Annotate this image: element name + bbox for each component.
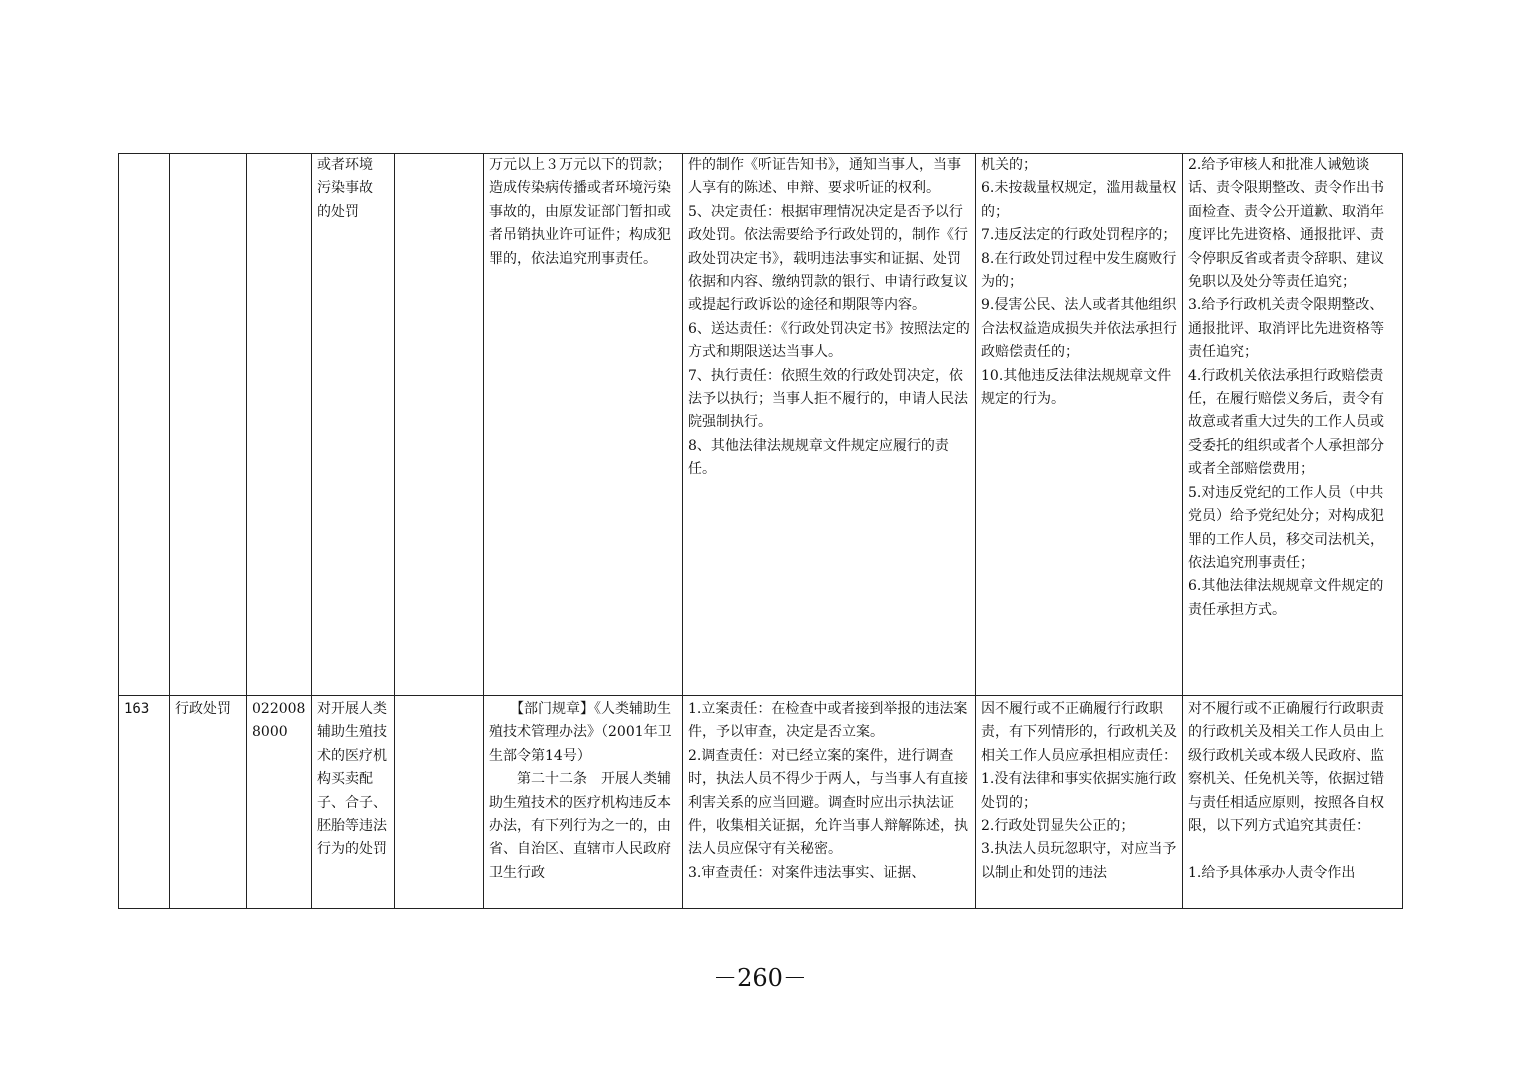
accountability-cell: 机关的； 6.未按裁量权规定，滥用裁量权的； 7.违反法定的行政处罚程序的； 8.在行政处罚过程中发生腐败行为的； 9.侵害公民、法人或者其他组织合法权益造成损失并依法承担行政赔偿责任的； 10.其他违反法律法规规章文件规定的行为。	[976, 154, 1183, 696]
row-number-cell	[119, 154, 170, 696]
table-row	[119, 154, 1403, 696]
accountability-method-cell: 2.给予审核人和批准人诫勉谈话、责令限期整改、责令作出书面检查、责令公开道歉、取消年度评比先进资格、通报批评、责令停职反省或者责令辞职、建议免职以及处分等责任追究； 3.给予行政机关责令限期整改、通报批评、取消评比先进资格等责任追究； 4.行政机关依法承担行政赔偿责任，在履行赔偿义务后，责令有故意或者重大过失的工作人员或受委托的组织或者个人承担部分或者全部赔偿费用； 5.对违反党纪的工作人员（中共党员）给予党纪处分；对构成犯罪的工作人员，移交司法机关，依法追究刑事责任； 6.其他法律法规规章文件规定的责任承担方式。	[1183, 154, 1403, 696]
empty-cell	[395, 696, 484, 909]
responsibility-cell: 1.立案责任：在检查中或者接到举报的违法案件，予以审查，决定是否立案。 2.调查责任：对已经立案的案件，进行调查时，执法人员不得少于两人，与当事人有直接利害关系的应当回避。调查时应出示执法证件，收集相关证据，允许当事人辩解陈述，执法人员应保守有关秘密。 3.审查责任：对案件违法事实、证据、	[683, 696, 976, 909]
category-cell: 行政处罚	[170, 696, 247, 909]
empty-cell	[395, 154, 484, 696]
legal-basis-cell: 万元以上３万元以下的罚款；造成传染病传播或者环境污染事故的，由原发证部门暂扣或者吊销执业许可证件；构成犯罪的，依法追究刑事责任。	[484, 154, 683, 696]
responsibility-cell: 件的制作《听证告知书》，通知当事人，当事人享有的陈述、申辩、要求听证的权利。 5、决定责任：根据审理情况决定是否予以行政处罚。依法需要给予行政处罚的，制作《行政处罚决定书》，载明违法事实和证据、处罚依据和内容、缴纳罚款的银行、申请行政复议或提起行政诉讼的途径和期限等内容。 6、送达责任：《行政处罚决定书》按照法定的方式和期限送达当事人。 7、执行责任：依照生效的行政处罚决定，依法予以执行；当事人拒不履行的，申请人民法院强制执行。 8、其他法律法规规章文件规定应履行的责任。	[683, 154, 976, 696]
accountability-cell: 因不履行或不正确履行行政职责，有下列情形的，行政机关及相关工作人员应承担相应责任： 1.没有法律和事实依据实施行政处罚的； 2.行政处罚显失公正的； 3.执法人员玩忽职守，对应当予以制止和处罚的违法	[976, 696, 1183, 909]
row-number-cell: 163	[119, 696, 170, 909]
table-row	[119, 696, 1403, 909]
category-cell	[170, 154, 247, 696]
item-name-cell: 或者环境 污染事故 的处罚	[312, 154, 395, 696]
liability-table	[118, 153, 1403, 909]
code-cell	[247, 154, 312, 696]
code-cell: 0220088000	[247, 696, 312, 909]
item-name-cell: 对开展人类辅助生殖技术的医疗机构买卖配子、合子、胚胎等违法行为的处罚	[312, 696, 395, 909]
accountability-method-cell: 对不履行或不正确履行行政职责的行政机关及相关工作人员由上级行政机关或本级人民政府、监察机关、任免机关等，依据过错与责任相适应原则，按照各自权限，以下列方式追究其责任： 1.给予具体承办人责令作出	[1183, 696, 1403, 909]
page-number: －260－	[713, 964, 807, 992]
legal-basis-cell: 【部门规章】《人类辅助生殖技术管理办法》（2001年卫生部令第14号） 第二十二条 开展人类辅助生殖技术的医疗机构违反本办法，有下列行为之一的，由省、自治区、直辖市人民政府卫生行政	[484, 696, 683, 909]
